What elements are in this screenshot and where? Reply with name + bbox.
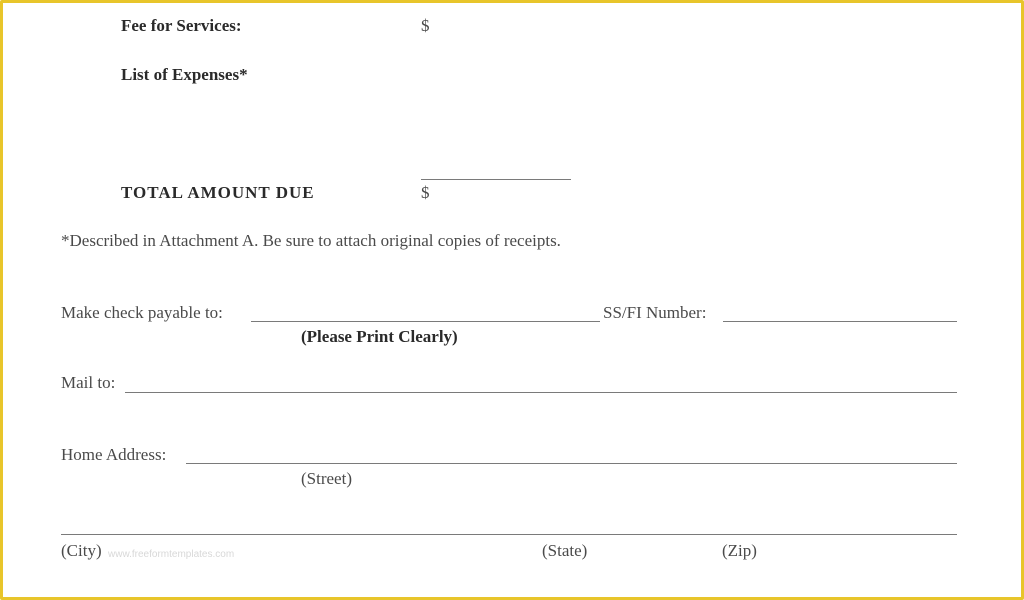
please-print-clearly-hint: (Please Print Clearly) <box>301 327 458 346</box>
ss-fi-number-field-line[interactable] <box>723 321 957 322</box>
list-of-expenses-label: List of Expenses* <box>121 65 248 84</box>
mail-to-label: Mail to: <box>61 373 116 392</box>
city-state-zip-line[interactable] <box>61 534 957 535</box>
street-caption: (Street) <box>301 469 352 488</box>
payable-to-label: Make check payable to: <box>61 303 223 322</box>
mail-to-field-line[interactable] <box>125 392 957 393</box>
footnote-text: *Described in Attachment A. Be sure to attach original copies of receipts. <box>61 231 561 250</box>
total-sum-rule <box>421 179 571 180</box>
fee-for-services-currency: $ <box>421 16 430 35</box>
zip-caption: (Zip) <box>722 541 757 560</box>
home-address-label: Home Address: <box>61 445 167 464</box>
fee-for-services-label: Fee for Services: <box>121 16 242 35</box>
total-amount-due-label: TOTAL AMOUNT DUE <box>121 183 315 202</box>
watermark-text: www.freeformtemplates.com <box>108 549 235 560</box>
total-amount-due-currency: $ <box>421 183 430 202</box>
home-address-street-line[interactable] <box>186 463 957 464</box>
state-caption: (State) <box>542 541 588 560</box>
ss-fi-number-label: SS/FI Number: <box>603 303 707 322</box>
payable-to-field-line[interactable] <box>251 321 600 322</box>
city-caption: (City) <box>61 541 102 560</box>
